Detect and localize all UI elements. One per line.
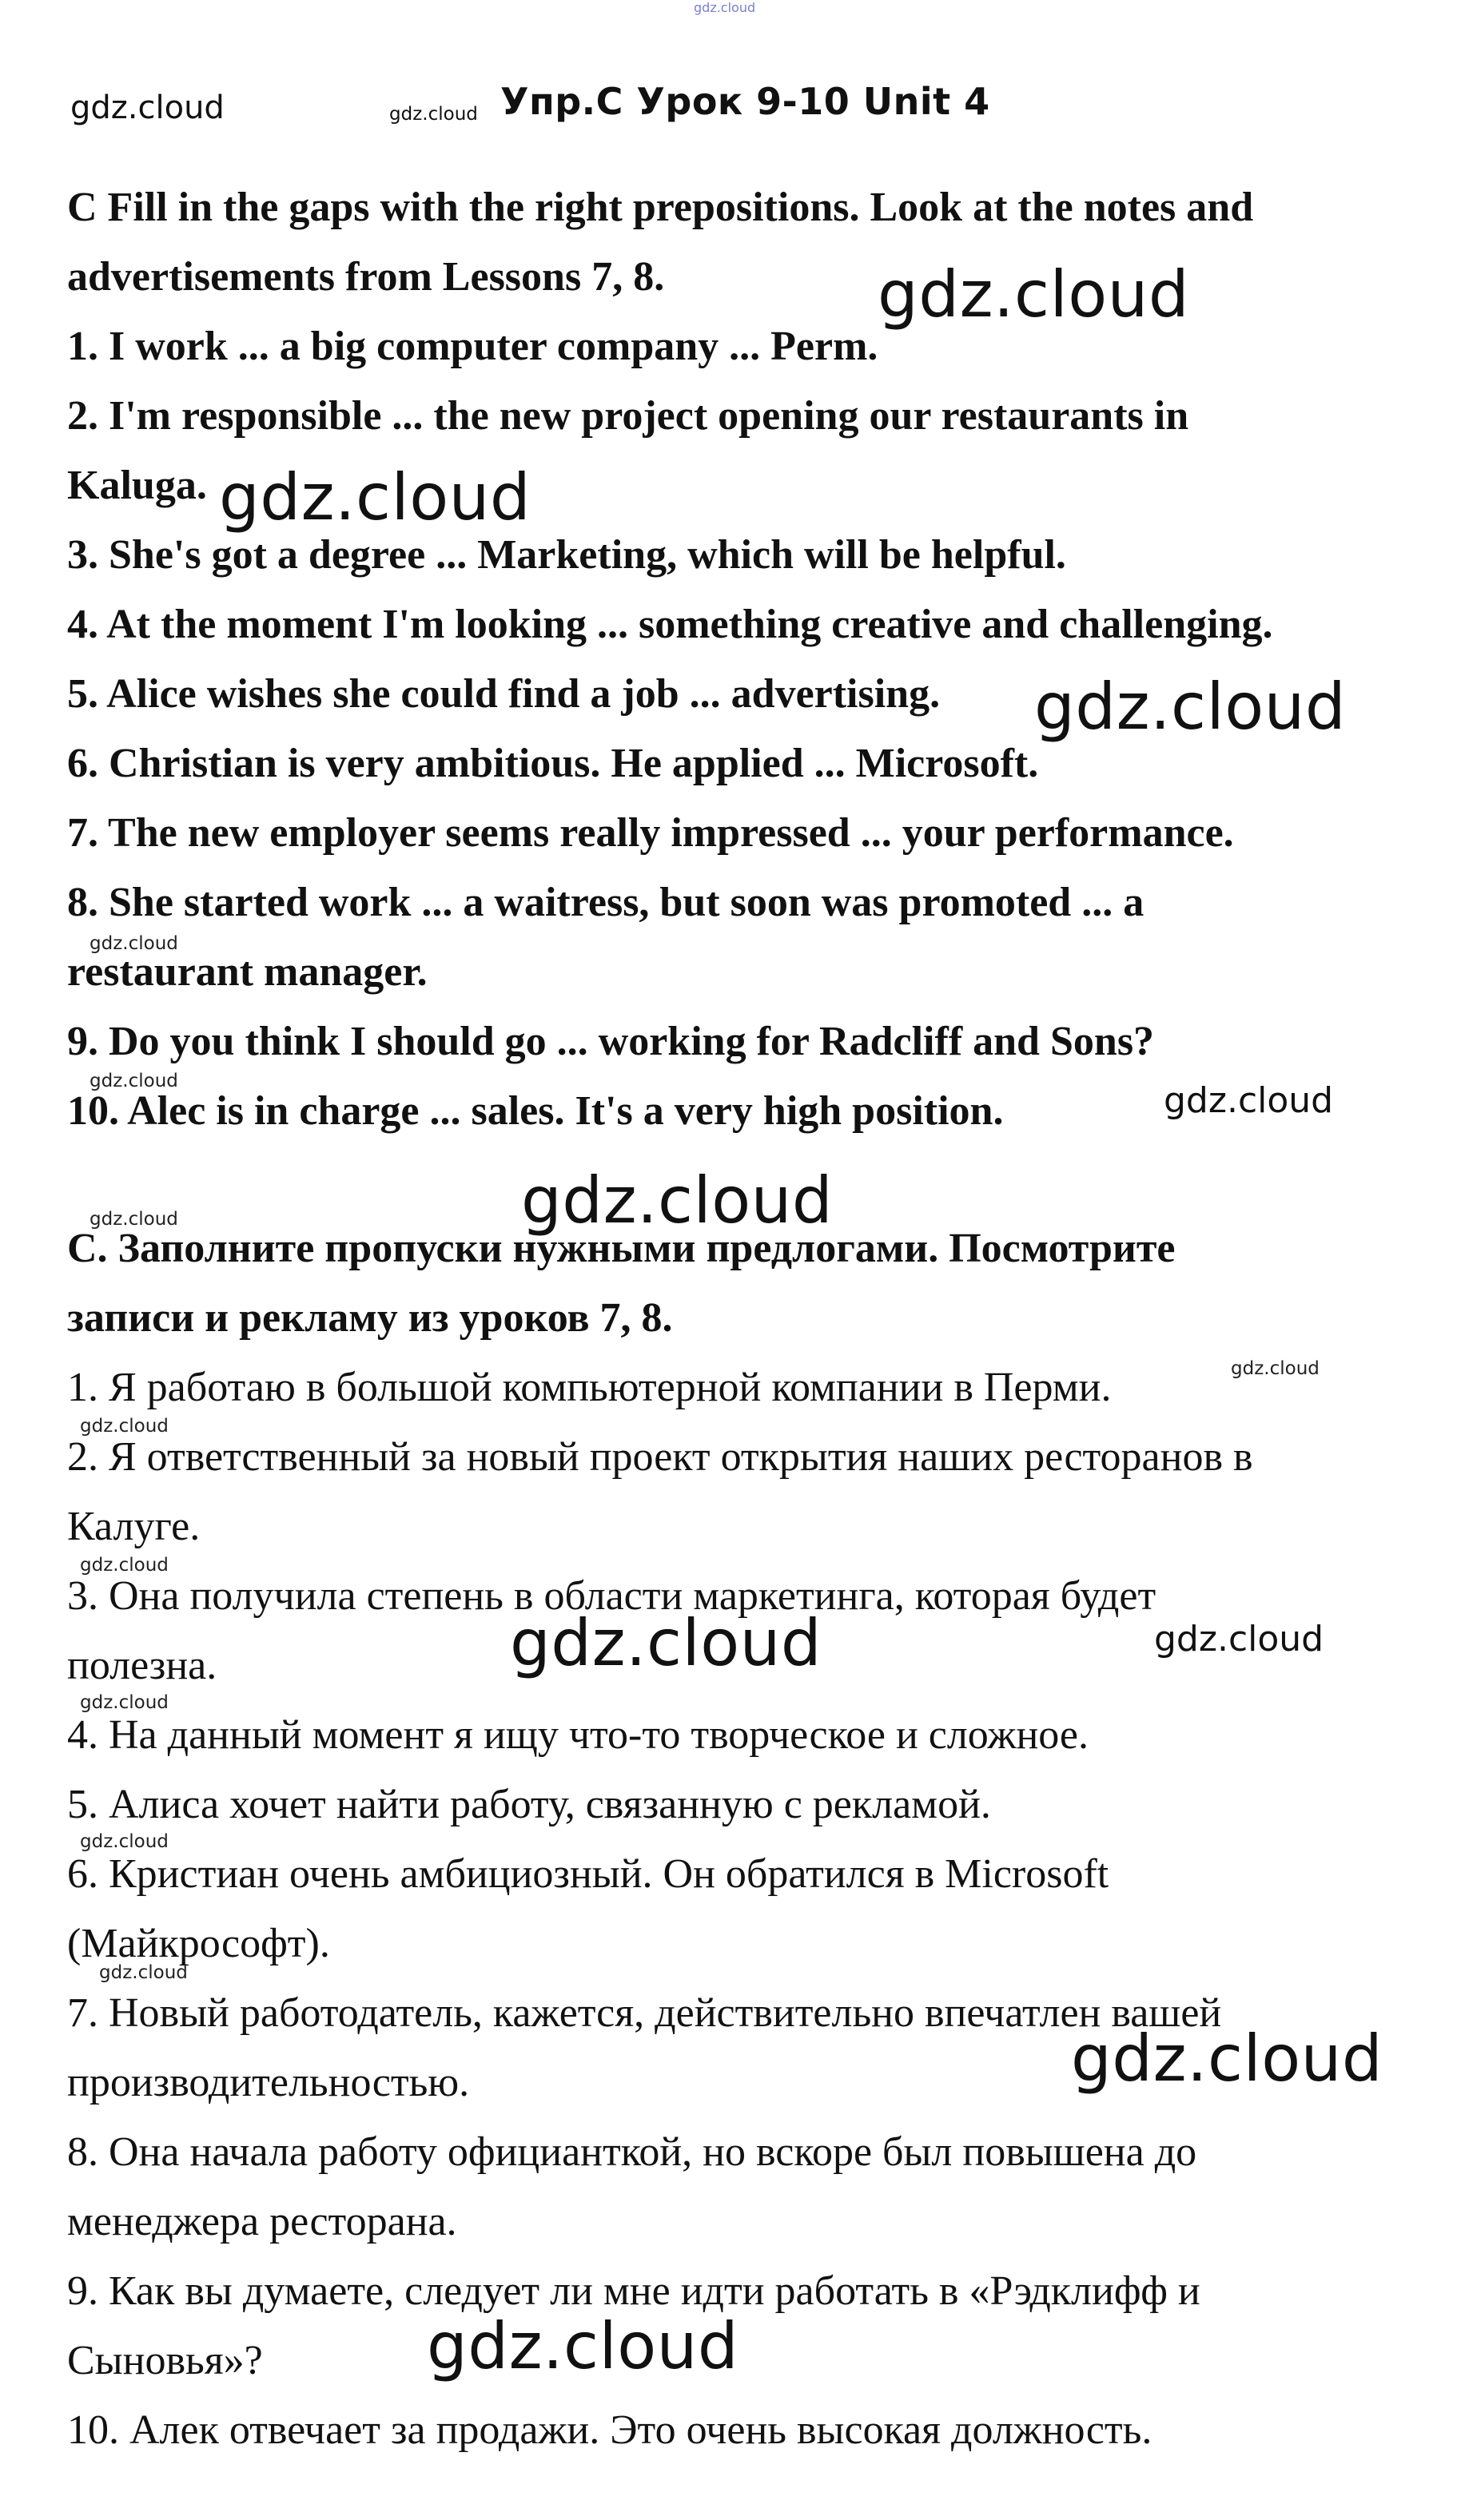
exercise-item: 9. Do you think I should go ... working for Radcliff and Sons? [67, 1019, 1155, 1064]
translation-item: 10. Алек отвечает за продажи. Это очень высокая должность. [67, 2407, 1152, 2453]
translation-item: 6. Кристиан очень амбициозный. Он обратился в Microsoft [67, 1851, 1109, 1897]
exercise-item: 6. Christian is very ambitious. He applied ... Microsoft. [67, 741, 1039, 786]
english-instruction: C Fill in the gaps with the right prepositions. Look at the notes and [67, 185, 1254, 230]
watermark: gdz.cloud [1071, 2021, 1383, 2096]
watermark: gdz.cloud [427, 2309, 739, 2383]
watermark: gdz.cloud [1034, 670, 1347, 744]
watermark: gdz.cloud [510, 1606, 822, 1680]
translation-item: 2. Я ответственный за новый проект открытия наших ресторанов в [67, 1434, 1253, 1480]
watermark: gdz.cloud [90, 1071, 178, 1091]
watermark: gdz.cloud [1154, 1619, 1324, 1659]
exercise-item: 7. The new employer seems really impressed ... your performance. [67, 810, 1234, 856]
translation-item-cont: полезна. [67, 1643, 217, 1688]
watermark: gdz.cloud [80, 1831, 169, 1852]
russian-instruction-cont: записи и рекламу из уроков 7, 8. [67, 1295, 673, 1341]
exercise-item-cont: Kaluga. [67, 463, 207, 508]
translation-item: 7. Новый работодатель, кажется, действительно впечатлен вашей [67, 1990, 1222, 2036]
translation-item: 5. Алиса хочет найти работу, связанную с рекламой. [67, 1782, 991, 1827]
watermark: gdz.cloud [80, 1555, 169, 1576]
translation-item: 1. Я работаю в большой компьютерной компании в Перми. [67, 1365, 1112, 1410]
english-instruction-cont: advertisements from Lessons 7, 8. [67, 254, 665, 300]
watermark: gdz.cloud [80, 1692, 169, 1713]
translation-item-cont: менеджера ресторана. [67, 2199, 457, 2244]
watermark: gdz.cloud [1231, 1358, 1320, 1379]
translation-item-cont: производительностью. [67, 2060, 470, 2105]
exercise-item: 5. Alice wishes she could find a job ... advertising. [67, 671, 941, 717]
exercise-item: 10. Alec is in charge ... sales. It's a very high position. [67, 1088, 1004, 1134]
watermark: gdz.cloud [1164, 1080, 1334, 1121]
translation-item: 8. Она начала работу официанткой, но вскоре был повышена до [67, 2129, 1197, 2175]
logo-watermark-small: gdz.cloud [389, 104, 478, 125]
exercise-item: 8. She started work ... a waitress, but soon was promoted ... a [67, 880, 1145, 925]
translation-item-cont: Сыновья»? [67, 2338, 263, 2383]
exercise-item-cont: restaurant manager. [67, 949, 428, 995]
russian-instruction: C. Заполните пропуски нужными предлогами. Посмотрите [67, 1226, 1176, 1271]
top-watermark: gdz.cloud [694, 0, 756, 15]
exercise-item: 2. I'm responsible ... the new project opening our restaurants in [67, 393, 1189, 439]
translation-item-cont: Калуге. [67, 1504, 201, 1549]
translation-item-cont: (Майкрософт). [67, 1921, 330, 1966]
watermark: gdz.cloud [90, 933, 178, 954]
translation-item: 3. Она получила степень в области маркетинга, которая будет [67, 1573, 1156, 1619]
watermark: gdz.cloud [90, 1209, 178, 1230]
translation-item: 9. Как вы думаете, следует ли мне идти работать в «Рэдклифф и [67, 2268, 1200, 2314]
exercise-item: 4. At the moment I'm looking ... something creative and challenging. [67, 602, 1273, 647]
watermark: gdz.cloud [99, 1962, 188, 1983]
watermark: gdz.cloud [521, 1163, 834, 1238]
watermark: gdz.cloud [219, 460, 531, 535]
watermark: gdz.cloud [878, 257, 1190, 332]
translation-item: 4. На данный момент я ищу что-то творческое и сложное. [67, 1712, 1089, 1758]
logo-watermark: gdz.cloud [70, 89, 225, 126]
watermark: gdz.cloud [80, 1416, 169, 1437]
exercise-item: 3. She's got a degree ... Marketing, which will be helpful. [67, 532, 1066, 578]
exercise-item: 1. I work ... a big computer company ... Perm. [67, 324, 878, 369]
page-title: Упр.C Урок 9-10 Unit 4 [500, 80, 990, 123]
